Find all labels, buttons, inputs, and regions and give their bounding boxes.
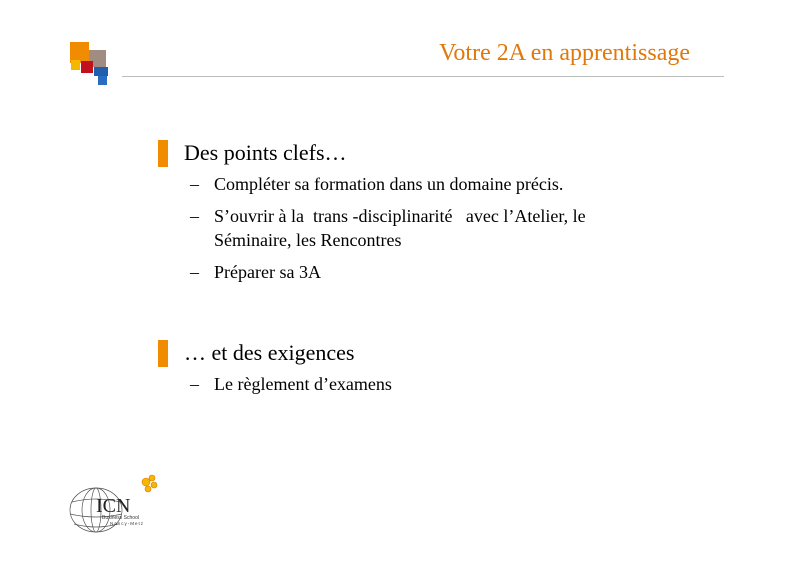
- dash-bullet: –: [190, 262, 199, 282]
- orange-bullet-icon: [158, 140, 168, 167]
- list-item-text: Préparer sa 3A: [214, 262, 321, 282]
- dash-bullet: –: [190, 206, 199, 226]
- section-heading: [158, 138, 654, 168]
- list-item: [190, 372, 654, 396]
- section-heading: [158, 338, 654, 368]
- list-item-text: S’ouvrir à la trans -disciplinarité avec l’Atelier, le Séminaire, les Rencontres: [214, 206, 591, 250]
- dash-bullet: –: [190, 174, 199, 194]
- logo-square-blue-small: [98, 76, 107, 85]
- icn-globe-logo: [66, 470, 166, 535]
- logo-subtitle-1: Business School: [102, 515, 139, 521]
- list-item-text: Le règlement d’examens: [214, 374, 392, 394]
- section-key-points: [158, 138, 654, 292]
- slide-title: Votre 2A en apprentissage: [439, 40, 690, 66]
- list-item: [190, 260, 654, 284]
- sub-list: [190, 172, 654, 284]
- corner-squares-logo: [0, 0, 130, 95]
- dash-bullet: –: [190, 374, 199, 394]
- section-requirements: [158, 338, 654, 404]
- section-heading-text: … et des exigences: [184, 340, 355, 365]
- section-heading-text: Des points clefs…: [184, 140, 347, 165]
- logo-name: ICN: [96, 495, 131, 517]
- logo-square-blue: [94, 67, 108, 76]
- logo-subtitle-2: Nancy-Metz: [110, 521, 145, 526]
- list-item: [190, 204, 654, 252]
- logo-square-red: [81, 61, 93, 73]
- title-divider: [122, 76, 724, 77]
- list-item-text: Compléter sa formation dans un domaine précis.: [214, 174, 564, 194]
- orange-bullet-icon: [158, 340, 168, 367]
- sub-list: [190, 372, 654, 396]
- list-item: [190, 172, 654, 196]
- logo-square-yellow: [71, 60, 80, 70]
